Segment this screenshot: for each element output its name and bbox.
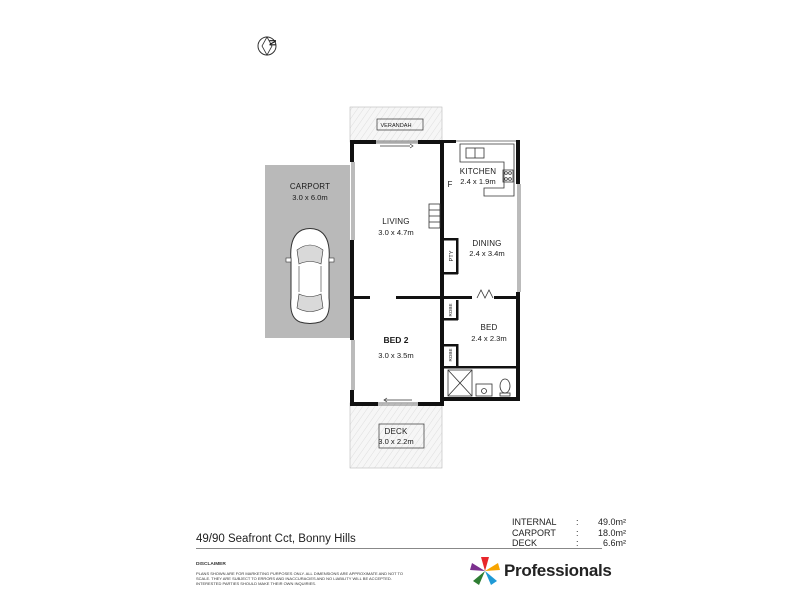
living-label: LIVING [382,217,410,226]
toilet-icon [500,379,510,393]
area-name: INTERNAL [512,517,557,527]
compass-letter: N [268,39,278,46]
dining-label: DINING [472,239,502,248]
dining-size: 2.4 x 3.4m [469,249,505,258]
area-value: 18.0m² [597,527,626,538]
area-row: CARPORT : 18.0m² [512,527,626,538]
carport-size: 3.0 x 6.0m [292,193,328,202]
sliding-door-arrows [380,144,413,402]
fridge-label: F [447,180,453,189]
verandah-label: VERANDAH [380,123,412,129]
area-name: CARPORT [512,527,556,538]
deck-size: 3.0 x 2.2m [378,437,414,446]
stairs [429,204,440,228]
car-icon [286,229,334,324]
area-value: 49.0m² [597,517,626,527]
brand-logo [470,556,612,586]
area-value: 6.6m² [602,538,626,548]
area-row: DECK : 6.6m² [512,538,626,548]
carport-label: CARPORT [289,182,331,191]
bifold-door-icon [477,290,493,298]
property-address: 49/90 Seafront Cct, Bonny Hills [196,533,356,545]
brand-star-icon [470,556,500,586]
bed-label: BED [480,323,498,332]
pantry-label: PTY [449,250,455,262]
area-summary [512,517,626,549]
bed2-size: 3.0 x 3.5m [378,351,414,360]
area-row: INTERNAL : 49.0m² [512,517,626,527]
vanity-icon [476,384,492,396]
robe2-label: ROBE [448,348,453,362]
compass-icon [258,37,278,55]
area-name: DECK [512,538,538,548]
bed-size: 2.4 x 2.3m [471,334,507,343]
deck-label: DECK [384,427,408,436]
cooktop-icon [503,170,513,182]
bathroom-fixtures [448,370,510,396]
brand-name: Professionals [504,561,612,580]
kitchen-size: 2.4 x 1.9m [460,177,496,186]
living-size: 3.0 x 4.7m [378,228,414,237]
disclaimer-text: PLANS SHOWN ARE FOR MARKETING PURPOSES ONLY. ALL DIMENSIONS ARE APPROXIMATE AND NOT TO SCALE. THEY ARE SUBJECT TO ERRORS AND INACCURACIES AND NO LIABILITY WILL BE ACCEPTED. INTERESTED PARTIES SHOULD MAKE THEIR OWN INQUIRIES. [196,571,404,586]
kitchen-label: KITCHEN [459,167,497,176]
robe1-label: ROBE [448,303,453,317]
disclaimer-title: DISCLAIMER [196,562,226,567]
bed2-label: BED 2 [383,335,409,345]
